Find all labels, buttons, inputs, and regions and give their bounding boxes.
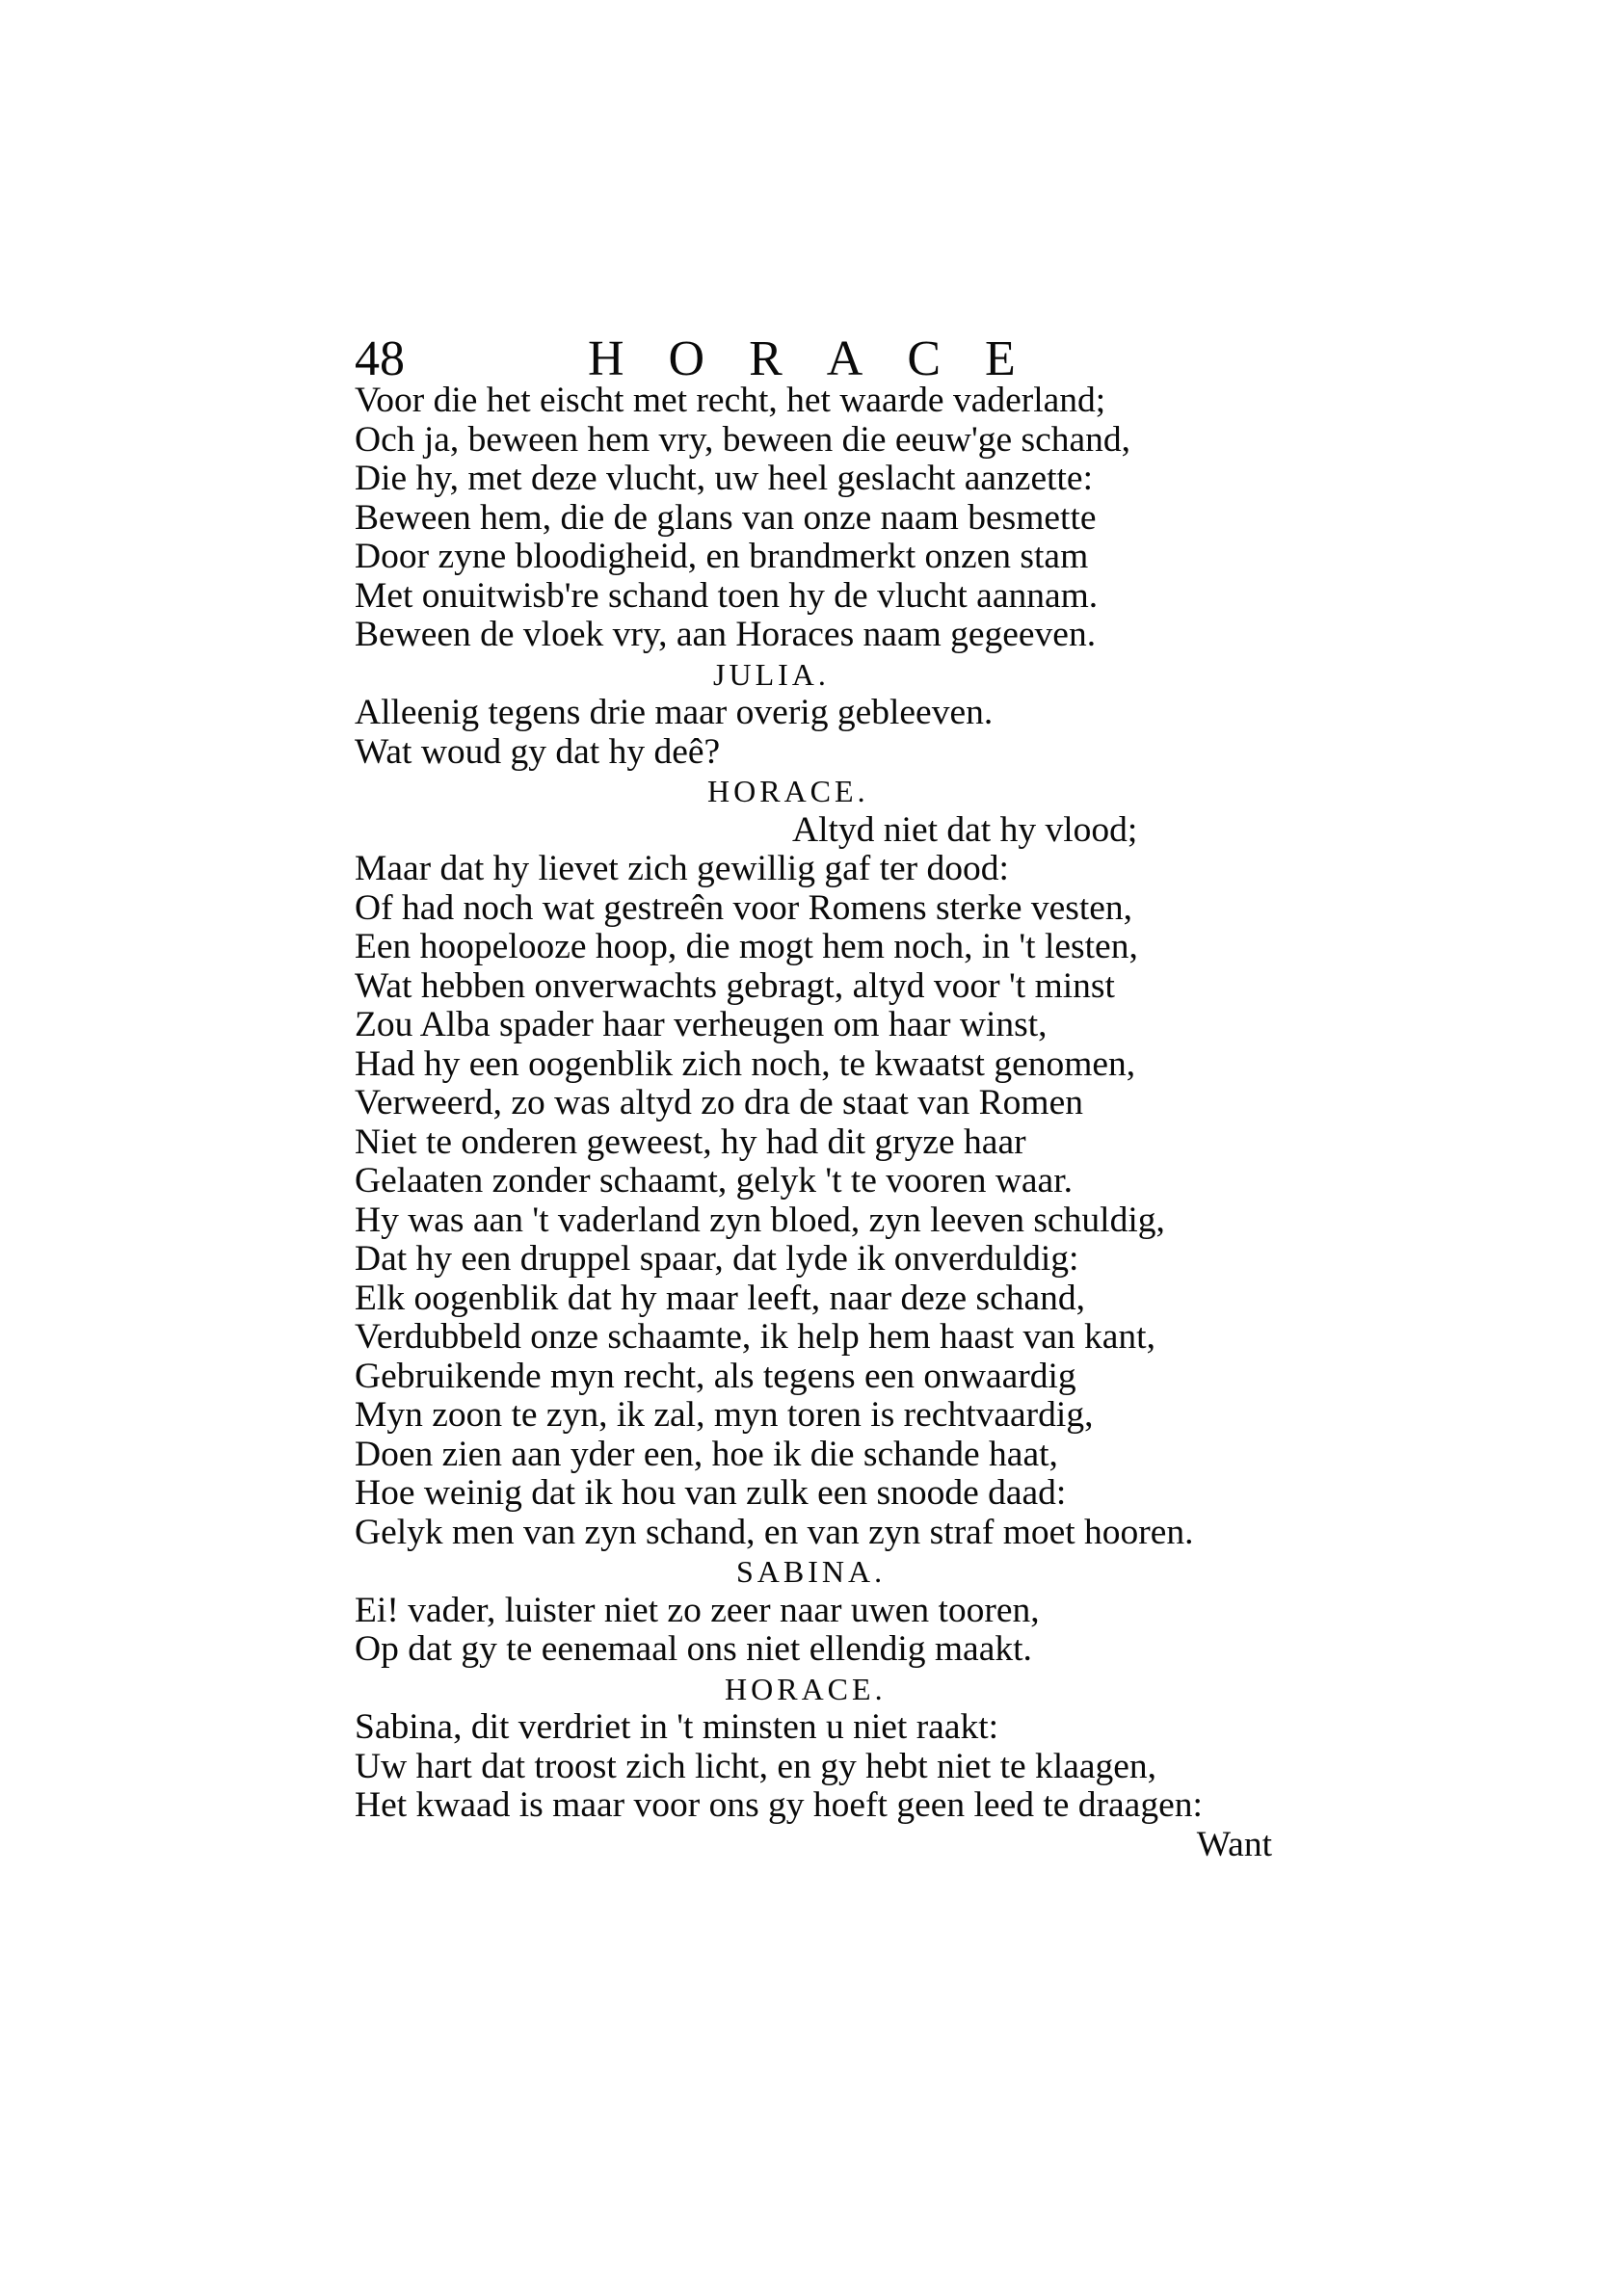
verse-line: Elk oogenblik dat hy maar leeft, naar deze schand, bbox=[355, 1278, 1086, 1318]
verse-line: Gebruikende myn recht, als tegens een onwaardig bbox=[355, 1356, 1076, 1396]
verse-line: Een hoopelooze hoop, die mogt hem noch, in 't lesten, bbox=[355, 927, 1138, 966]
play-text bbox=[355, 382, 1280, 1864]
speaker-name: SABINA. bbox=[736, 1554, 887, 1589]
verse-line: Ei! vader, luister niet zo zeer naar uwen tooren, bbox=[355, 1590, 1040, 1630]
verse-line: Verdubbeld onze schaamte, ik help hem haast van kant, bbox=[355, 1317, 1155, 1357]
verse-line: Gelaaten zonder schaamt, gelyk 't te vooren waar. bbox=[355, 1161, 1073, 1201]
speaker-name: HORACE. bbox=[707, 774, 869, 808]
running-title: HORACE bbox=[588, 331, 1060, 386]
catchword: Want bbox=[1196, 1824, 1272, 1864]
verse-line: Sabina, dit verdriet in 't minsten u niet raakt: bbox=[355, 1707, 999, 1747]
verse-line: Het kwaad is maar voor ons gy hoeft geen leed te draagen: bbox=[355, 1785, 1203, 1825]
verse-line: Of had noch wat gestreên voor Romens sterke vesten, bbox=[355, 887, 1133, 928]
verse-line: Hy was aan 't vaderland zyn bloed, zyn leeven schuldig, bbox=[355, 1200, 1165, 1240]
verse-line: Dat hy een druppel spaar, dat lyde ik onverduldig: bbox=[355, 1239, 1079, 1279]
verse-line: Altyd niet dat hy vlood; bbox=[792, 809, 1138, 850]
verse-line: Door zyne bloodigheid, en brandmerkt onzen stam bbox=[355, 537, 1089, 576]
verse-line: Verweerd, zo was altyd zo dra de staat van Romen bbox=[355, 1083, 1083, 1122]
verse-line: Maar dat hy lievet zich gewillig gaf ter dood: bbox=[355, 849, 1009, 888]
verse-line: Gelyk men van zyn schand, en van zyn straf moet hooren. bbox=[355, 1512, 1194, 1552]
verse-line: Myn zoon te zyn, ik zal, myn toren is rechtvaardig, bbox=[355, 1395, 1094, 1435]
verse-line: Op dat gy te eenemaal ons niet ellendig maakt. bbox=[355, 1629, 1032, 1669]
page-number: 48 bbox=[355, 331, 405, 386]
verse-line: Wat hebben onverwachts gebragt, altyd voor 't minst bbox=[355, 965, 1115, 1006]
verse-line: Had hy een oogenblik zich noch, te kwaatst genomen, bbox=[355, 1043, 1136, 1084]
verse-line: Met onuitwisb're schand toen hy de vlucht aannam. bbox=[355, 575, 1099, 616]
verse-line: Doen zien aan yder een, hoe ik die schande haat, bbox=[355, 1434, 1058, 1474]
verse-line: Beween de vloek vry, aan Horaces naam gegeeven. bbox=[355, 615, 1097, 654]
verse-line: Zou Alba spader haar verheugen om haar winst, bbox=[355, 1005, 1048, 1044]
verse-line: Die hy, met deze vlucht, uw heel geslacht aanzette: bbox=[355, 459, 1093, 498]
verse-line: Alleenig tegens drie maar overig gebleeven. bbox=[355, 693, 994, 732]
verse-line: Voor die het eischt met recht, het waarde vaderland; bbox=[355, 381, 1106, 420]
speaker-name: HORACE. bbox=[725, 1671, 887, 1706]
verse-line: Wat woud gy dat hy deê? bbox=[355, 731, 721, 772]
verse-line: Niet te onderen geweest, hy had dit gryze haar bbox=[355, 1122, 1026, 1162]
verse-line: Uw hart dat troost zich licht, en gy hebt niet te klaagen, bbox=[355, 1746, 1157, 1786]
verse-line: Och ja, beween hem vry, beween die eeuw'ge schand, bbox=[355, 419, 1131, 460]
verse-line: Beween hem, die de glans van onze naam besmette bbox=[355, 497, 1097, 538]
speaker-name: JULIA. bbox=[713, 656, 830, 692]
verse-line: Hoe weinig dat ik hou van zulk een snoode daad: bbox=[355, 1473, 1067, 1513]
